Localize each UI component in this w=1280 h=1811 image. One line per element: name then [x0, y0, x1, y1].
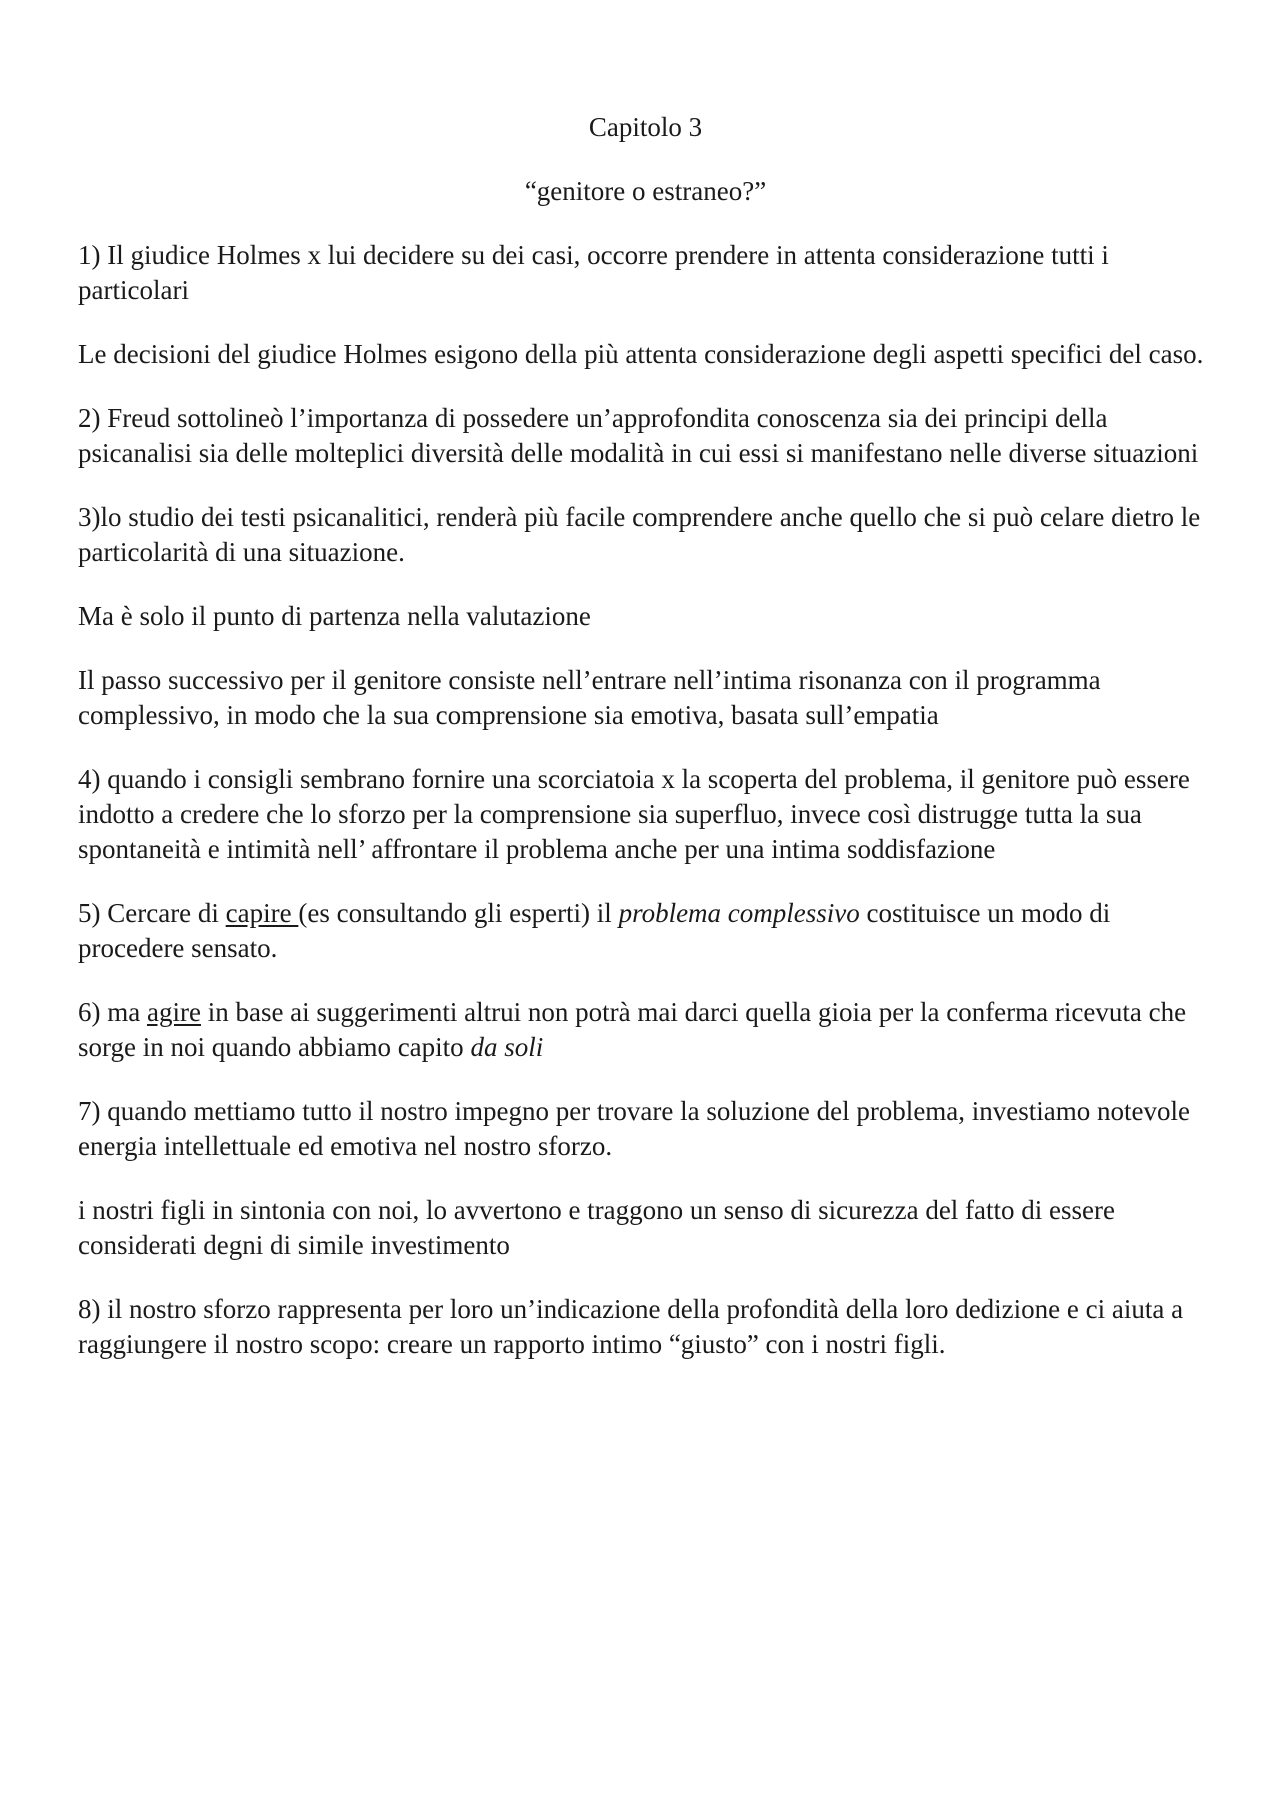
paragraph-12: 8) il nostro sforzo rappresenta per loro un’indicazione della profondità della loro dedizione e ci aiuta a raggiungere il nostro scopo: creare un rapporto intimo “giusto” con i nostri figli.	[78, 1294, 1184, 1359]
paragraph-9	[78, 995, 1213, 1065]
chapter-subtitle: “genitore o estraneo?”	[524, 176, 767, 206]
underlined-word-capire: capire	[225, 898, 299, 928]
paragraph-6: Il passo successivo per il genitore consiste nell’entrare nell’intima risonanza con il programma complessivo, in modo che la sua comprensione sia emotiva, basata sull’empatia	[78, 665, 1101, 730]
paragraph-1: 1) Il giudice Holmes x lui decidere su dei casi, occorre prendere in attenta considerazione tutti i particolari	[78, 240, 1109, 305]
chapter-title: Capitolo 3	[588, 112, 703, 142]
paragraph-11: i nostri figli in sintonia con noi, lo avvertono e traggono un senso di sicurezza del fatto di essere considerati degni di simile investimento	[78, 1195, 1115, 1260]
document-body	[78, 110, 1213, 1391]
paragraph-10: 7) quando mettiamo tutto il nostro impegno per trovare la soluzione del problema, investiamo notevole energia intellettuale ed emotiva nel nostro sforzo.	[78, 1096, 1190, 1161]
paragraph-8-text: costituisce un modo di procedere sensato.	[78, 898, 1111, 963]
paragraph-2: Le decisioni del giudice Holmes esigono della più attenta considerazione degli aspetti specifici del caso.	[78, 339, 1204, 369]
paragraph-7: 4) quando i consigli sembrano fornire una scorciatoia x la scoperta del problema, il genitore può essere indotto a credere che lo sforzo per la comprensione sia superfluo, invece così distrugge tutta la sua spontaneità e intimità nell’ affrontare il problema anche per una intima soddisfazione	[78, 764, 1190, 864]
paragraph-8-text: (es consultando gli esperti) il	[298, 898, 619, 928]
paragraph-9-text: 6) ma	[78, 997, 147, 1027]
paragraph-9-text: in base ai suggerimenti altrui non potrà mai darci quella gioia per la conferma ricevuta che sorge in noi quando abbiamo capito	[78, 997, 1187, 1062]
paragraph-4: 3)lo studio dei testi psicanalitici, renderà più facile comprendere anche quello che si può celare dietro le particolarità di una situazione.	[78, 502, 1201, 567]
paragraph-8	[78, 896, 1213, 966]
italic-phrase: da soli	[470, 1032, 544, 1062]
paragraph-3: 2) Freud sottolineò l’importanza di possedere un’approfondita conoscenza sia dei principi della psicanalisi sia delle molteplici diversità delle modalità in cui essi si manifestano nelle diverse situazioni	[78, 403, 1199, 468]
italic-phrase: problema complessivo	[618, 898, 860, 928]
paragraph-8-text: 5) Cercare di	[78, 898, 226, 928]
underlined-word-agire: agire	[146, 997, 201, 1027]
paragraph-5: Ma è solo il punto di partenza nella valutazione	[78, 601, 591, 631]
